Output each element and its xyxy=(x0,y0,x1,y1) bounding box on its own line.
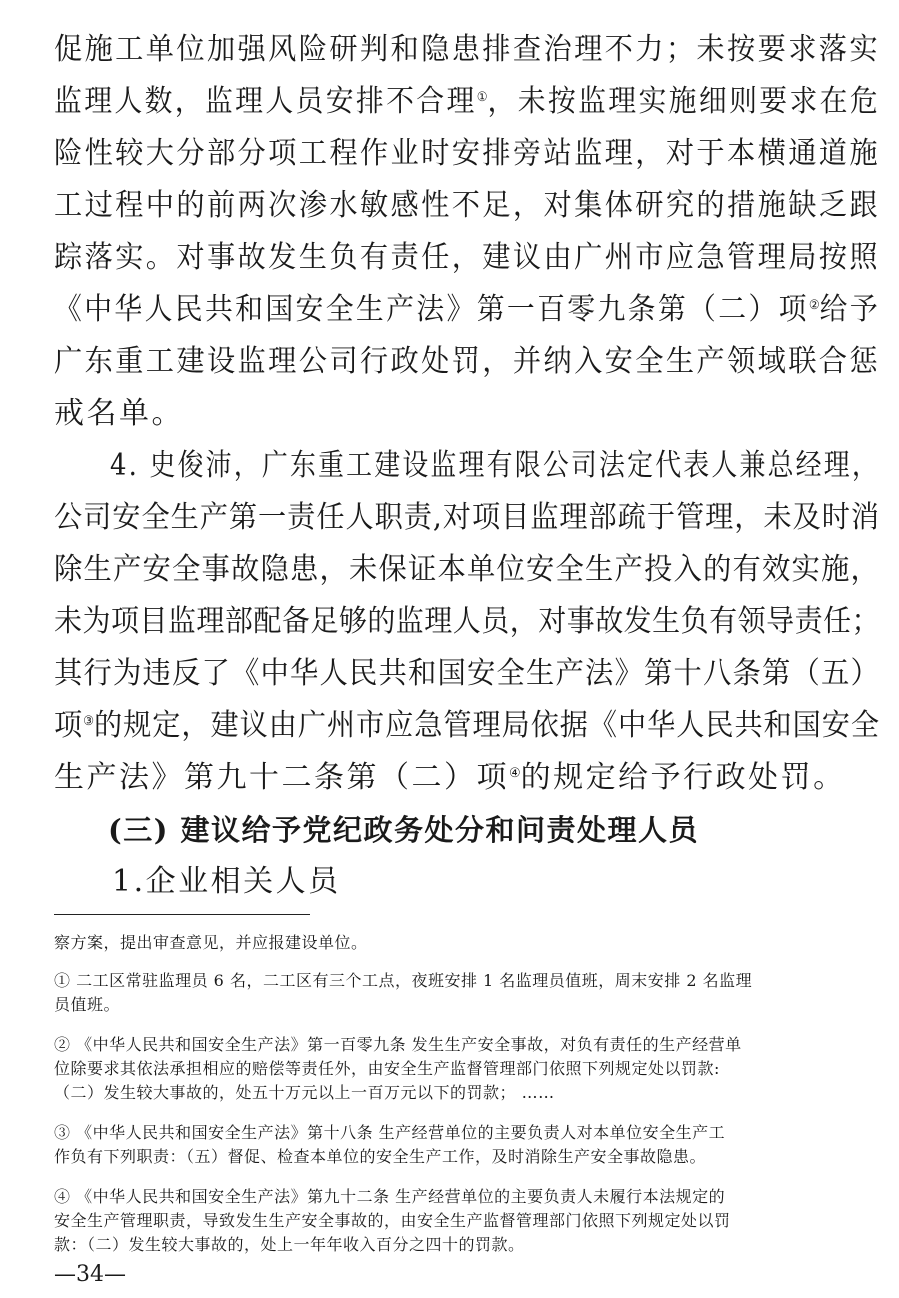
page-number: —34— xyxy=(54,1262,126,1287)
body-line: 除生产安全事故隐患，未保证本单位安全生产投入的有效实施， xyxy=(54,552,880,587)
footnote-ref: ③ xyxy=(83,714,95,729)
body-line: 未为项目监理部配备足够的监理人员，对事故发生负有领导责任； xyxy=(54,604,881,639)
body-line: 生产法》第九十二条第（二）项④的规定给予行政处罚。 xyxy=(54,760,846,795)
body-line: 踪落实。对事故发生负有责任，建议由广州市应急管理局按照 xyxy=(54,240,880,275)
body-line: 《中华人民共和国安全生产法》第一百零九条第（二）项②给予 xyxy=(54,292,881,327)
subsection-heading: 1.企业相关人员 xyxy=(112,864,341,899)
section-heading: (三) 建议给予党纪政务处分和问责处理人员 xyxy=(108,813,700,847)
body-line: 戒名单。 xyxy=(54,396,184,431)
body-line: 工过程中的前两次渗水敏感性不足，对集体研究的措施缺乏跟 xyxy=(54,188,880,223)
footnote-ref: ① xyxy=(476,90,488,105)
footnote-4-line: 款：（二）发生较大事故的，处上一年年收入百分之四十的罚款。 xyxy=(54,1235,525,1254)
footnote-3-line: 作负有下列职责：（五）督促、检查本单位的安全生产工作，及时消除生产安全事故隐患。 xyxy=(54,1147,707,1166)
body-line: 广东重工建设监理公司行政处罚，并纳入安全生产领域联合惩 xyxy=(54,344,880,379)
footnote-ref: ④ xyxy=(509,766,521,781)
body-line: 监理人数，监理人员安排不合理①，未按监理实施细则要求在危 xyxy=(54,84,881,119)
footnote-4-line: ④ 《中华人民共和国安全生产法》第九十二条 生产经营单位的主要负责人未履行本法规定的 xyxy=(54,1187,726,1206)
footnote-1-line: 员值班。 xyxy=(54,995,121,1014)
footnote-4-line: 安全生产管理职责，导致发生生产安全事故的，由安全生产监督管理部门依照下列规定处以罚 xyxy=(54,1211,731,1230)
footnote-3-line: ③ 《中华人民共和国安全生产法》第十八条 生产经营单位的主要负责人对本单位安全生产工 xyxy=(54,1123,726,1142)
body-line: 公司安全生产第一责任人职责,对项目监理部疏于管理，未及时消 xyxy=(54,500,881,535)
body-line: 4. 史俊沛，广东重工建设监理有限公司法定代表人兼总经理， xyxy=(110,448,880,483)
footnote-2-line: 位除要求其依法承担相应的赔偿等责任外，由安全生产监督管理部门依照下列规定处以罚款: xyxy=(54,1059,720,1078)
body-line: 其行为违反了《中华人民共和国安全生产法》第十八条第（五） xyxy=(54,656,880,691)
footnote-2-line: ② 《中华人民共和国安全生产法》第一百零九条 发生生产安全事故，对负有责任的生产经营单 xyxy=(54,1035,742,1054)
body-line: 项③的规定，建议由广州市应急管理局依据《中华人民共和国安全 xyxy=(54,708,880,743)
body-line: 险性较大分部分项工程作业时安排旁站监理，对于本横通道施 xyxy=(54,136,880,171)
footnote-2-line: （二）发生较大事故的，处五十万元以上一百万元以下的罚款； …… xyxy=(54,1083,555,1102)
footnote-1-line: ① 二工区常驻监理员 6 名，二工区有三个工点，夜班安排 1 名监理员值班，周末安排 2 名监理 xyxy=(54,971,753,990)
footnote-ref: ② xyxy=(808,298,820,313)
footnote-separator xyxy=(54,914,310,915)
body-line: 促施工单位加强风险研判和隐患排查治理不力；未按要求落实 xyxy=(54,32,880,67)
footnote-continuation: 察方案，提出审查意见，并应报建设单位。 xyxy=(54,933,368,952)
